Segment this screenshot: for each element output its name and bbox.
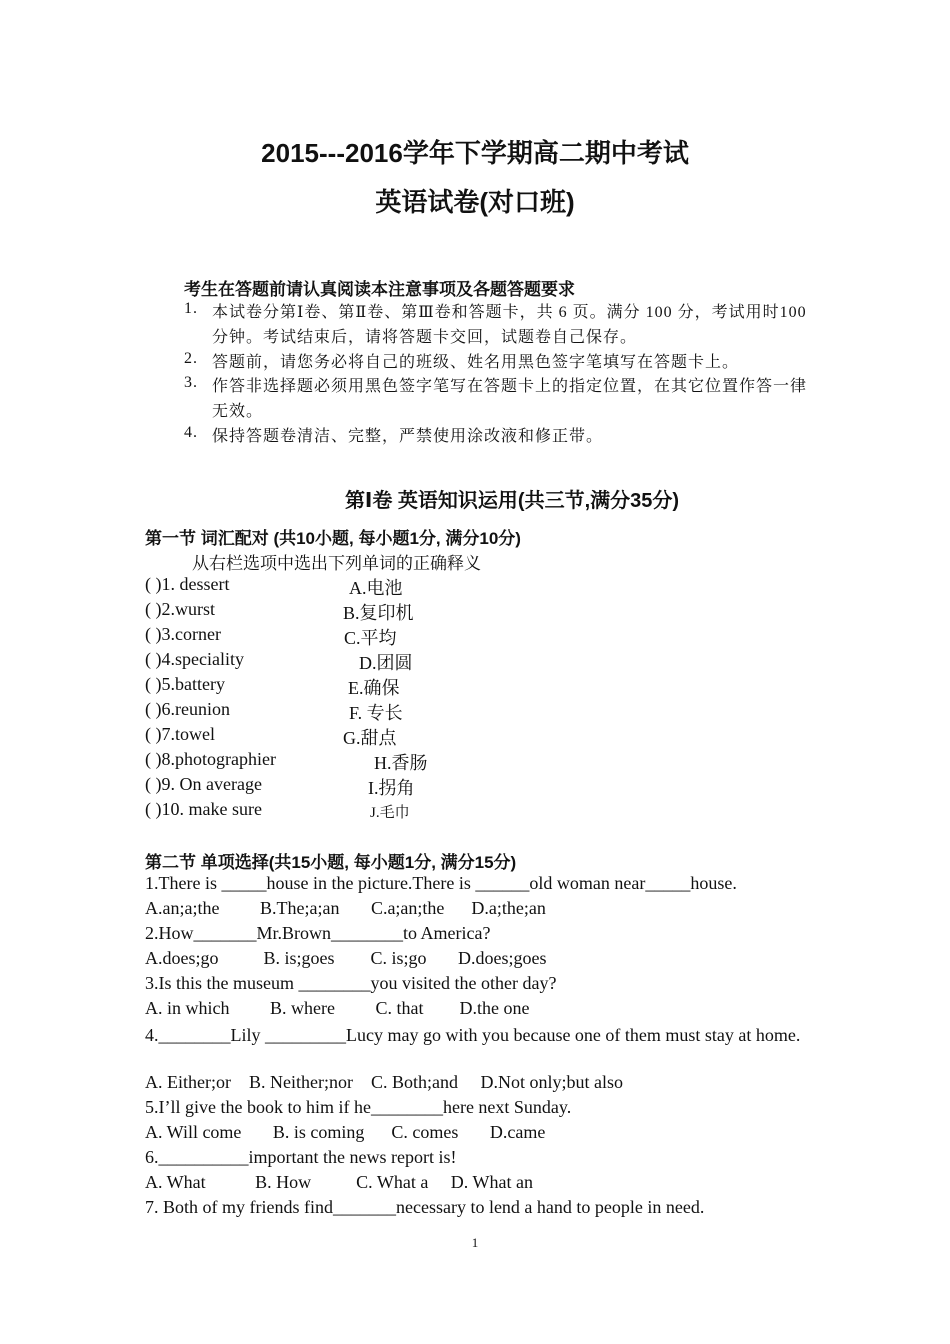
notice-item-number: 1. bbox=[184, 300, 198, 317]
vocab-word: ( )8.photographier bbox=[145, 749, 276, 769]
question-options: A. Either;or B. Neither;nor C. Both;and D.Not only;but also bbox=[145, 1072, 623, 1092]
question-options: A. What B. How C. What a D. What an bbox=[145, 1172, 533, 1192]
vocab-word: ( )9. On average bbox=[145, 774, 262, 794]
question-stem: 2.How_______Mr.Brown________to America? bbox=[145, 923, 491, 943]
question-stem: 3.Is this the museum ________you visited the other day? bbox=[145, 973, 557, 993]
vocab-meaning: I.拐角 bbox=[368, 778, 415, 798]
page-number: 1 bbox=[471, 1235, 479, 1250]
question-options: A.an;a;the B.The;a;an C.a;an;the D.a;the;an bbox=[145, 898, 546, 918]
vocab-meaning: G.甜点 bbox=[343, 728, 397, 748]
vocab-word: ( )7.towel bbox=[145, 724, 215, 744]
vocab-word: ( )4.speciality bbox=[145, 649, 244, 669]
section1-instruction: 从右栏选项中选出下列单词的正确释义 bbox=[192, 554, 481, 573]
question-stem: 5.I’ll give the book to him if he________here next Sunday. bbox=[145, 1097, 572, 1117]
notice-item-text: 保持答题卷清洁、完整，严禁使用涂改液和修正带。 bbox=[212, 428, 604, 445]
exam-title-line1: 2015---2016学年下学期高二期中考试 bbox=[261, 138, 689, 168]
notice-item-text: 答题前，请您务必将自己的班级、姓名用黑色签字笔填写在答题卡上。 bbox=[212, 354, 740, 371]
vocab-word: ( )10. make sure bbox=[145, 799, 262, 819]
section2-heading: 第二节 单项选择(共15小题, 每小题1分, 满分15分) bbox=[145, 853, 517, 872]
notice-item-text: 作答非选择题必须用黑色签字笔写在答题卡上的指定位置，在其它位置作答一律无效。 bbox=[212, 378, 808, 420]
vocab-meaning: J.毛巾 bbox=[370, 805, 410, 821]
vocab-word: ( )3.corner bbox=[145, 624, 221, 644]
question-options: A. in which B. where C. that D.the one bbox=[145, 998, 530, 1018]
section1-heading: 第一节 词汇配对 (共10小题, 每小题1分, 满分10分) bbox=[145, 529, 521, 548]
vocab-meaning: C.平均 bbox=[344, 628, 397, 648]
notice-item-text: 本试卷分第Ⅰ卷、第Ⅱ卷、第Ⅲ卷和答题卡，共 6 页。满分 100 分，考试用时100分钟。考试结束后，请将答题卡交回，试题卷自己保存。 bbox=[212, 304, 807, 346]
notice-item-number: 4. bbox=[184, 424, 198, 441]
vocab-meaning: A.电池 bbox=[349, 578, 403, 598]
question-options: A.does;go B. is;goes C. is;go D.does;goes bbox=[145, 948, 547, 968]
vocab-meaning: B.复印机 bbox=[343, 603, 414, 623]
question-stem: 6.__________important the news report is! bbox=[145, 1147, 457, 1167]
vocab-meaning: H.香肠 bbox=[374, 753, 428, 773]
notice-heading: 考生在答题前请认真阅读本注意事项及各题答题要求 bbox=[184, 280, 575, 299]
question-stem: 1.There is _____house in the picture.There is ______old woman near_____house. bbox=[145, 873, 737, 893]
notice-item-number: 2. bbox=[184, 350, 198, 367]
notice-item-number: 3. bbox=[184, 374, 198, 391]
vocab-meaning: E.确保 bbox=[348, 678, 400, 698]
question-stem: 4.________Lily _________Lucy may go with you because one of them must stay at home. bbox=[145, 1025, 801, 1045]
vocab-word: ( )1. dessert bbox=[145, 574, 230, 594]
vocab-meaning: D.团圆 bbox=[359, 653, 413, 673]
part1-heading: 第Ⅰ卷 英语知识运用(共三节,满分35分) bbox=[344, 490, 680, 512]
question-options: A. Will come B. is coming C. comes D.came bbox=[145, 1122, 546, 1142]
vocab-word: ( )2.wurst bbox=[145, 599, 215, 619]
vocab-meaning: F. 专长 bbox=[349, 703, 403, 723]
vocab-word: ( )5.battery bbox=[145, 674, 225, 694]
vocab-word: ( )6.reunion bbox=[145, 699, 230, 719]
exam-title-line2: 英语试卷(对口班) bbox=[375, 187, 575, 217]
question-stem: 7. Both of my friends find_______necessary to lend a hand to people in need. bbox=[145, 1197, 705, 1217]
